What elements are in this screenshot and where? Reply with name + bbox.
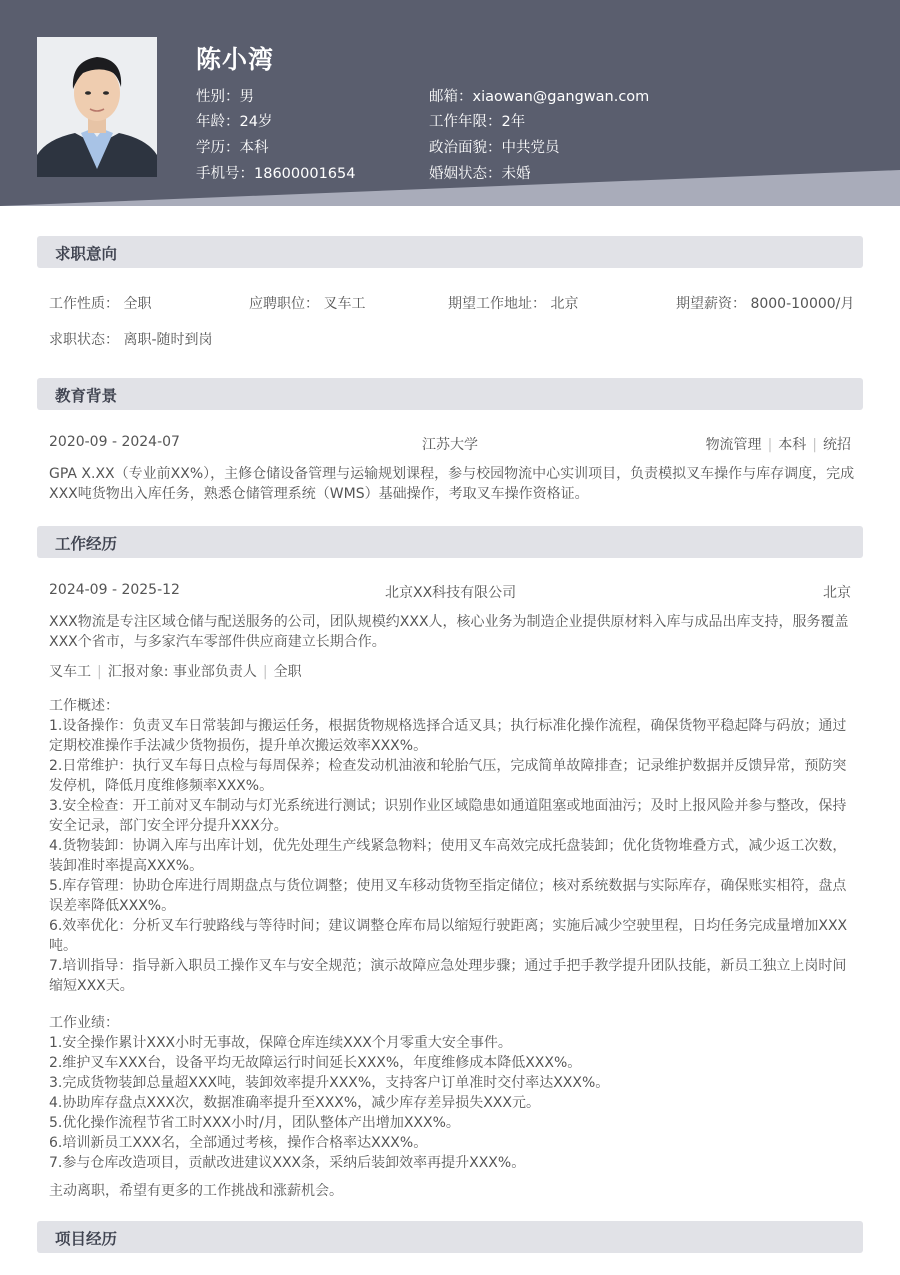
job-nature: 工作性质： 全职 — [49, 296, 152, 312]
work-years: 工作年限：2年 — [429, 114, 526, 130]
job-position: 应聘职位： 叉车工 — [249, 296, 366, 312]
education-major: 物流管理 — [705, 437, 762, 453]
job-location: 期望工作地址： 北京 — [448, 296, 579, 312]
resume-header — [0, 0, 900, 206]
email: 邮箱：xiaowan@gangwan.com — [429, 89, 650, 105]
work-company: 北京XX科技有限公司 — [385, 585, 517, 601]
list-item: 2.日常维护：执行叉车每日点检与每周保养；检查发动机油液和轮胎气压，完成简单故障排查；记录维护数据并反馈异常，预防突发停机，降低月度维修频率XXX%。 — [49, 758, 847, 794]
age: 年龄：24岁 — [196, 114, 273, 130]
work-period: 2024-09 - 2025-12 — [49, 582, 180, 598]
list-item: 7.培训指导：指导新入职员工操作叉车与安全规范；演示故障应急处理步骤；通过手把手教学提升团队技能，新员工独立上岗时间缩短XXX天。 — [49, 958, 847, 994]
section-title: 项目经历 — [55, 1230, 118, 1248]
list-item: 2.维护叉车XXX台，设备平均无故障运行时间延长XXX%，年度维修成本降低XXX%。 — [49, 1055, 582, 1071]
list-item: 3.安全检查：开工前对叉车制动与灯光系统进行测试；识别作业区域隐患如通道阻塞或地面油污；及时上报风险并参与整改，保持安全记录，部门安全评分提升XXX分。 — [49, 798, 847, 834]
marital-status: 婚姻状态：未婚 — [429, 166, 531, 182]
avatar — [37, 37, 157, 177]
job-status: 求职状态： 离职-随时到岗 — [49, 332, 213, 348]
list-item: 4.协助库存盘点XXX次，数据准确率提升至XXX%，减少库存差异损失XXX元。 — [49, 1095, 540, 1111]
section-education — [37, 378, 863, 410]
job-salary: 期望薪资： 8000-10000/月 — [676, 296, 855, 312]
work-job-type: 全职 — [273, 664, 302, 680]
list-item: 6.效率优化：分析叉车行驶路线与等待时间；建议调整仓库布局以缩短行驶距离；实施后减少空驶里程，日均任务完成量增加XXX吨。 — [49, 918, 848, 954]
work-achievements — [49, 1013, 855, 1173]
degree: 学历：本科 — [196, 140, 269, 156]
work-role: 叉车工 — [49, 664, 91, 680]
education-description: GPA X.XX（专业前XX%），主修仓储设备管理与运输规划课程，参与校园物流中心实训项目，负责模拟叉车操作与库存调度，完成XXX吨货物出入库任务，熟悉仓储管理系统（WMS）基础操作，考取叉车操作资格证。 — [49, 466, 855, 502]
leave-reason: 主动离职，希望有更多的工作挑战和涨薪机会。 — [49, 1183, 343, 1199]
list-item: 6.培训新员工XXX名，全部通过考核，操作合格率达XXX%。 — [49, 1135, 428, 1151]
section-title: 教育背景 — [55, 387, 118, 405]
work-overview — [49, 696, 855, 996]
company-description: XXX物流是专注区域仓储与配送服务的公司，团队规模约XXX人，核心业务为制造企业提供原材料入库与成品出库支持，服务覆盖XXX个省市，与多家汽车零部件供应商建立长期合作。 — [49, 614, 849, 650]
section-title: 求职意向 — [55, 245, 118, 263]
list-item: 4.货物装卸：协调入库与出库计划，优先处理生产线紧急物料；使用叉车高效完成托盘装卸；优化货物堆叠方式，减少返工次数，装卸准时率提高XXX%。 — [49, 838, 847, 874]
work-city: 北京 — [823, 585, 851, 601]
phone: 手机号：18600001654 — [196, 166, 356, 182]
list-item: 5.库存管理：协助仓库进行周期盘点与货位调整；使用叉车移动货物至指定储位；核对系统数据与实际库存，确保账实相符，盘点误差率降低XXX%。 — [49, 878, 847, 914]
list-item: 3.完成货物装卸总量超XXX吨，装卸效率提升XXX%，支持客户订单准时交付率达XXX%。 — [49, 1075, 610, 1091]
overview-title: 工作概述： — [49, 698, 119, 714]
education-type: 统招 — [823, 437, 851, 453]
education-period: 2020-09 - 2024-07 — [49, 434, 180, 450]
candidate-name: 陈小湾 — [196, 45, 275, 74]
gender: 性别：男 — [196, 89, 254, 105]
section-work — [37, 526, 863, 558]
work-report-to: 汇报对象: 事业部负责人 — [107, 664, 257, 680]
section-title: 工作经历 — [55, 535, 118, 553]
work-meta: 叉车工 | 汇报对象: 事业部负责人 | 全职 — [49, 664, 302, 680]
education-school: 江苏大学 — [422, 437, 478, 453]
education-degree: 本科 — [778, 437, 807, 453]
list-item: 7.参与仓库改造项目，贡献改进建议XXX条，采纳后装卸效率再提升XXX%。 — [49, 1155, 526, 1171]
section-project — [37, 1221, 863, 1253]
section-job-intent — [37, 236, 863, 268]
list-item: 1.设备操作：负责叉车日常装卸与搬运任务，根据货物规格选择合适叉具；执行标准化操作流程，确保货物平稳起降与码放；通过定期校准操作手法减少货物损伤，提升单次搬运效率XXX%。 — [49, 718, 847, 754]
political-status: 政治面貌：中共党员 — [429, 140, 560, 156]
list-item: 5.优化操作流程节省工时XXX小时/月，团队整体产出增加XXX%。 — [49, 1115, 460, 1131]
education-meta: 物流管理 | 本科 | 统招 — [705, 437, 851, 453]
list-item: 1.安全操作累计XXX小时无事故，保障仓库连续XXX个月零重大安全事件。 — [49, 1035, 512, 1051]
achievements-title: 工作业绩： — [49, 1015, 119, 1031]
